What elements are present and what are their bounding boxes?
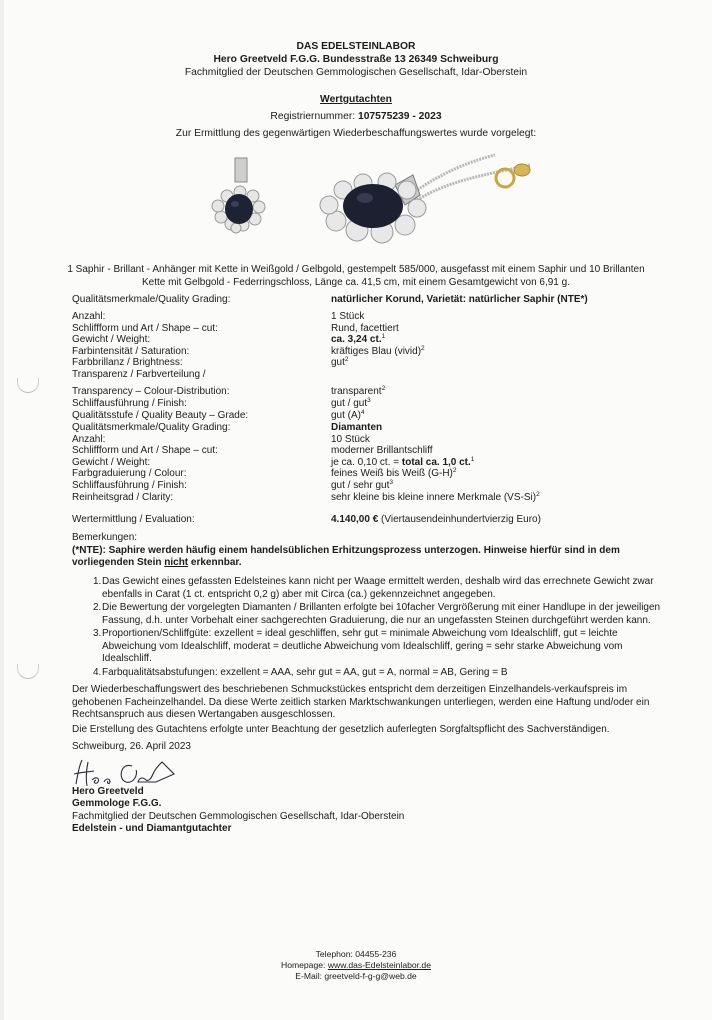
signer-membership: Fachmitglied der Deutschen Gemmologischen Gesellschaft, Idar-Oberstein (72, 810, 405, 822)
sapphire-property-label: Transparenz / Farbverteilung / (72, 369, 206, 380)
diligence-statement: Die Erstellung des Gutachtens erfolgte unter Beachtung der gesetzlich auferlegten Sorgfaltspflicht des Sachverständigen. (72, 724, 610, 735)
sapphire-property-value (331, 410, 691, 422)
jewelry-photo (195, 150, 565, 250)
property-value-text: total ca. 1,0 ct. (401, 456, 471, 468)
description-line-1: 1 Saphir - Brillant - Anhänger mit Kette in Weißgold / Gelbgold, gestempelt 585/000, ausgefasst mit einem Saphir und 10 Brillanten (67, 264, 645, 275)
diamond-property-value (331, 457, 691, 469)
footnote-reference: 2 (536, 490, 540, 498)
footnote-reference: 2 (381, 385, 386, 393)
nte-remark (72, 545, 632, 570)
footnote-number: 1. (93, 576, 102, 587)
diamond-grading-label: Qualitätsmerkmale/Quality Grading: (72, 422, 231, 433)
registration-number (0, 110, 712, 123)
homepage-label: Homepage: (280, 960, 328, 970)
sapphire-property-label: Farbbrillanz / Brightness: (72, 357, 183, 369)
diamond-property-value (331, 445, 691, 457)
diamond-property-value (331, 480, 691, 492)
footnote-text: Die Bewertung der vorgelegten Diamanten / Brillanten erfolgte bei 10facher Vergrößerung mit einer Handlupe in der jeweiligen Fassung, d.h. unter Vorbehalt einer sachgerechten Graduierung, die nur an ungefassten Steinen durchgeführt werden kann. (102, 602, 661, 626)
footnote-number: 2. (93, 602, 102, 613)
pendant-front-image (212, 158, 265, 233)
evaluation-amount: 4.140,00 € (331, 514, 379, 525)
diamond-property-value (331, 468, 691, 480)
sapphire-property-value (331, 346, 691, 358)
footnote-item (72, 628, 672, 666)
diamond-property-label: Anzahl: (72, 433, 106, 445)
remarks-section (72, 532, 672, 570)
footnote-reference: 1 (470, 455, 475, 463)
property-value-text: gut / sehr gut (331, 480, 390, 491)
property-value-text: 10 Stück (331, 433, 370, 445)
registration-value: 107575239 - 2023 (357, 111, 442, 122)
sapphire-property-label: Qualitätsstufe / Quality Beauty – Grade: (72, 409, 249, 421)
property-value-text: gut / gut (331, 398, 368, 409)
property-value-text: transparent (331, 386, 382, 398)
diamond-property-label: Reinheitsgrad / Clarity: (72, 491, 174, 503)
footer-homepage (0, 960, 712, 971)
property-value-text: moderner Brillantschliff (331, 445, 433, 457)
property-value-text: ca. 3,24 ct. (331, 334, 382, 346)
sapphire-grading-value: natürlicher Korund, Varietät: natürlicher Saphir (NTE*) (331, 294, 588, 305)
footnote-text: Das Gewicht eines gefassten Edelsteines kann nicht per Waage ermittelt werden, deshalb wird das errechnete Gewicht zwar ebenfalls in Carat (1 ct. entspricht 0,2 g) aber mit Circa (ca.) gekennzeichnet angegeben. (102, 576, 654, 600)
property-value-text: Rund, facettiert (331, 322, 399, 334)
footnote-reference: 3 (367, 397, 371, 404)
diamond-property-label: Schliffform und Art / Shape – cut: (72, 445, 218, 457)
footer-email: E-Mail: greetveld-f-g-g@web.de (295, 971, 417, 981)
sapphire-property-value (331, 357, 691, 369)
disclaimer-paragraph: Der Wiederbeschaffungswert des beschriebenen Schmuckstückes entspricht dem derzeitigen Einzelhandels-verkaufspreis im gehobenen Facheinzelhandel. Da diese Werte zeitlich starken Marktschwankungen unterliegen, werden eine Haftung und/oder ein Rechtsanspruch aus diesen Wertangaben ausgeschlossen. (72, 684, 650, 721)
footnote-text: Proportionen/Schliffgüte: exzellent = ideal geschliffen, sehr gut = minimale Abweichung vom Idealschliff, gut = leichte Abweichung vom Idealschliff, moderat = deutliche Abweichung vom Idealschliff, gering = sehr starke Abweichung vom Idealschliff. (102, 628, 623, 664)
nte-remark-emphasis: nicht (164, 557, 189, 568)
sapphire-property-value (331, 311, 691, 323)
sapphire-property-label: Transparency – Colour-Distribution: (72, 386, 230, 398)
diamond-property-value (331, 434, 691, 446)
footnote-reference: 2 (421, 344, 425, 352)
sapphire-property-label: Schliffform und Art / Shape – cut: (72, 322, 218, 334)
property-value-prefix: je ca. 0,10 ct. = (331, 456, 402, 468)
lab-name: DAS EDELSTEINLABOR (296, 41, 416, 52)
nte-remark-end: erkennbar. (188, 557, 242, 568)
evaluation-amount-words: (Viertausendeinhundertvierzig Euro) (378, 514, 541, 525)
property-value-text: gut (A) (331, 409, 362, 421)
footnote-number: 3. (93, 628, 102, 639)
item-description (0, 264, 712, 289)
diamond-property-value (331, 492, 691, 504)
sapphire-property-label: Anzahl: (72, 311, 106, 322)
letterhead (0, 40, 712, 79)
sapphire-property-value (331, 398, 691, 410)
footnotes-list (72, 575, 672, 679)
property-value-text: sehr kleine bis kleine innere Merkmale (VS-Si) (331, 491, 537, 503)
diamond-property-label: Schliffausführung / Finish: (72, 480, 187, 491)
pendant-with-chain-image (320, 155, 530, 243)
signature-block (72, 786, 404, 835)
page-edge (0, 0, 4, 1020)
diamond-property-label: Gewicht / Weight: (72, 456, 151, 468)
footnote-number: 4. (93, 666, 102, 678)
punch-hole-mark (17, 378, 39, 393)
property-value-text: feines Weiß bis Weiß (G-H) (331, 468, 453, 480)
remarks-heading: Bemerkungen: (72, 532, 138, 543)
punch-hole-mark (17, 664, 39, 679)
document-title: Wertgutachten (320, 94, 392, 105)
description-line-2: Kette mit Gelbgold - Federringschloss, Länge ca. 41,5 cm, mit einem Gesamtgewicht von 6,91 g. (142, 276, 570, 288)
nte-remark-text: (*NTE): Saphire werden häufig einem handelsüblichen Erhitzungsprozess unterzogen. Hinweise hierfür sind in dem vorliegenden Stein (72, 544, 620, 568)
footnote-reference: 2 (344, 356, 349, 364)
sapphire-property-label: Farbintensität / Saturation: (72, 345, 190, 357)
diamond-property-label: Farbgraduierung / Colour: (72, 468, 187, 480)
signer-title: Gemmologe F.G.G. (72, 798, 162, 810)
intro-text: Zur Ermittlung des gegenwärtigen Wiederbeschaffungswertes wurde vorgelegt: (175, 128, 537, 139)
registration-label: Registriernummer: (270, 111, 358, 122)
sapphire-property-value (331, 334, 691, 346)
signer-role: Edelstein - und Diamantgutachter (72, 822, 232, 834)
sapphire-grading-label: Qualitätsmerkmale/Quality Grading: (72, 294, 231, 305)
diamond-grading-value: Diamanten (331, 422, 383, 433)
contact-footer (0, 949, 712, 982)
property-value-text: 1 Stück (331, 311, 365, 322)
evaluation-label: Wertermittlung / Evaluation: (72, 514, 195, 525)
lab-membership: Fachmitglied der Deutschen Gemmologischen Gesellschaft, Idar-Oberstein (184, 67, 528, 78)
footer-phone: Telephon: 04455-236 (315, 949, 397, 959)
lab-address: Hero Greetveld F.G.G. Bundesstraße 13 26349 Schweiburg (213, 54, 499, 65)
sapphire-property-value (331, 386, 691, 398)
footnote-item (72, 667, 672, 680)
property-value-text: kräftiges Blau (vivid) (331, 345, 422, 357)
homepage-link[interactable]: www.das-Edelsteinlabor.de (327, 960, 431, 970)
footnote-reference: 4 (361, 408, 365, 416)
signer-name: Hero Greetveld (72, 786, 144, 797)
sapphire-property-label: Gewicht / Weight: (72, 334, 151, 346)
footnote-reference: 3 (389, 479, 393, 486)
sapphire-property-label: Schliffausführung / Finish: (72, 398, 187, 409)
property-value-text: gut (331, 357, 345, 369)
footnote-item (72, 602, 672, 627)
footnote-item (72, 576, 672, 601)
footnote-reference: 2 (452, 467, 457, 475)
place-date: Schweiburg, 26. April 2023 (72, 741, 191, 752)
footnote-reference: 1 (381, 333, 386, 341)
footnote-text: Farbqualitätsabstufungen: exzellent = AAA, sehr gut = AA, gut = A, normal = AB, Gering = B (102, 666, 508, 678)
evaluation-value (331, 514, 691, 526)
